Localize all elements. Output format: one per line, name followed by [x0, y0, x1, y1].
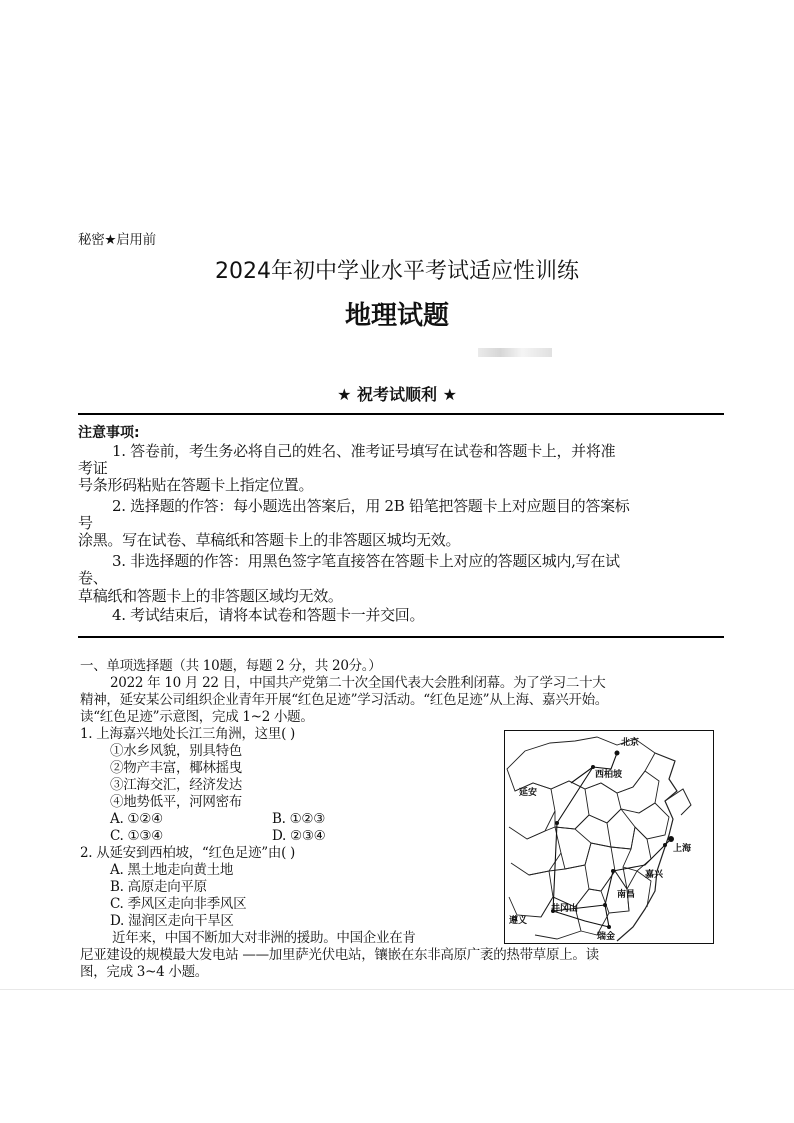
- closing-line: 尼亚建设的规模最大发电站 ——加里萨光伏电站，镶嵌在东非高原广袤的热带草原上。读: [80, 947, 599, 963]
- map-label-shanghai: 上海: [673, 844, 692, 854]
- intro-line: 精神，延安某公司组织企业青年开展“红色足迹”学习活动。“红色足迹”从上海、嘉兴开始。: [80, 692, 609, 708]
- notice-line: 号条形码粘贴在答题卡上指定位置。: [78, 476, 314, 494]
- top-divider: [78, 413, 724, 415]
- question-1-option-c: C. ①③④: [110, 828, 163, 844]
- notice-heading: 注意事项:: [78, 425, 140, 441]
- question-1-item: ①水乡风貌，别具特色: [110, 743, 242, 759]
- red-footprint-map: [504, 730, 714, 944]
- map-label-beijing: 北京: [621, 738, 640, 748]
- question-1-item: ②物产丰富，椰林摇曳: [110, 760, 242, 776]
- map-label-jiaxing: 嘉兴: [645, 870, 664, 880]
- scan-artifact: [478, 348, 552, 357]
- scan-edge: [0, 989, 794, 990]
- question-2-option-c: C. 季风区走向非季风区: [110, 896, 247, 912]
- map-label-yanan: 延安: [519, 788, 538, 798]
- question-1-option-a: A. ①②④: [110, 811, 163, 827]
- question-2-option-d: D. 湿润区走向干旱区: [110, 913, 234, 929]
- question-1-item: ④地势低平，河网密布: [110, 794, 242, 810]
- notice-line: 卷、: [78, 569, 108, 587]
- map-label-xibaipo: 西柏坡: [595, 770, 623, 780]
- question-1-stem: 1. 上海嘉兴地处长江三角洲，这里( ): [80, 726, 295, 742]
- intro-line: 2022 年 10 月 22 日，中国共产党第二十次全国代表大会胜利闭幕。为了学习二十大: [110, 675, 606, 691]
- notice-line: 草稿纸和答题卡上的非答题区域均无效。: [78, 587, 343, 605]
- notice-line: 涂黑。写在试卷、草稿纸和答题卡上的非答题区城均无效。: [78, 531, 461, 549]
- question-1-option-b: B. ①②③: [272, 811, 326, 827]
- closing-line: 近年来，中国不断加大对非洲的援助。中国企业在肯: [112, 930, 416, 946]
- question-1-option-d: D. ②③④: [272, 828, 326, 844]
- map-label-zunyi: 遵义: [509, 916, 528, 926]
- notice-line: 3. 非选择题的作答：用黑色签字笔直接答在答题卡上对应的答题区城内,写在试: [112, 552, 620, 570]
- subject-title: 地理试题: [344, 301, 449, 331]
- question-2-option-a: A. 黑土地走向黄土地: [110, 862, 234, 878]
- exam-title: 2024年初中学业水平考试适应性训练: [215, 259, 579, 284]
- confidential-mark: 秘密★启用前: [78, 232, 156, 248]
- notice-line: 考证: [78, 459, 108, 477]
- map-label-ruijin: 瑞金: [597, 932, 616, 942]
- notice-line: 4. 考试结束后，请将本试卷和答题卡一并交回。: [112, 606, 425, 624]
- question-1-item: ③江海交汇，经济发达: [110, 777, 242, 793]
- greeting-banner: ★ 祝考试顺利 ★: [337, 385, 457, 404]
- map-label-jinggangshan: 井冈山: [551, 904, 579, 914]
- map-drawing: [505, 731, 713, 943]
- section-heading: 一、单项选择题（共 10题，每题 2 分，共 20分。）: [80, 658, 382, 674]
- map-label-nanchang: 南昌: [617, 890, 636, 900]
- question-2-stem: 2. 从延安到西柏坡，“红色足迹”由( ): [80, 845, 295, 861]
- closing-line: 图，完成 3~4 小题。: [80, 964, 208, 980]
- notice-line: 1. 答卷前，考生务必将自己的姓名、准考证号填写在试卷和答题卡上，并将准: [112, 442, 616, 460]
- notice-line: 2. 选择题的作答：每小题选出答案后，用 2B 铅笔把答题卡上对应题目的答案标: [112, 497, 630, 515]
- notice-line: 号: [78, 514, 93, 532]
- question-2-option-b: B. 高原走向平原: [110, 879, 207, 895]
- intro-line: 读“红色足迹”示意图，完成 1~2 小题。: [80, 709, 314, 725]
- notice-divider: [78, 636, 724, 638]
